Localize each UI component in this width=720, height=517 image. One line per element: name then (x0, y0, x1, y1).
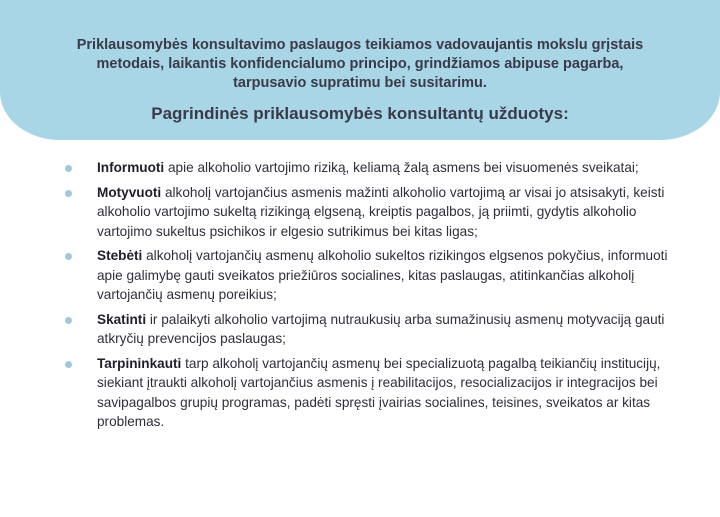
section-heading: Pagrindinės priklausomybės konsultantų užduotys: (151, 104, 569, 123)
task-text: alkoholį vartojančius asmenis mažinti alkoholio vartojimą ar visai jo atsisakyti, keisti alkoholio vartojimo sukeltą rizikingą elgseną, kreiptis pagalbos, ją priimti, gydytis alkoholio vartojimo sukeltus psichikos ir elgesio sutrikimus bei kitas ligas; (97, 184, 665, 239)
task-list (0, 158, 720, 437)
list-item (0, 246, 720, 305)
task-verb: Skatinti (97, 311, 147, 327)
task-verb: Motyvuoti (97, 184, 162, 200)
list-item (0, 354, 720, 432)
intro-text: Priklausomybės konsultavimo paslaugos teikiamos vadovaujantis mokslu grįstais metodais, laikantis konfidencialumo principo, grindžiamos abipuse pagarba, tarpusavio supratimu bei susitarimu. (76, 37, 644, 91)
task-verb: Stebėti (97, 248, 143, 263)
bullet-icon (65, 361, 72, 368)
list-item (0, 158, 720, 178)
task-text: alkoholį vartojančių asmenų alkoholio sukeltos rizikingos elgsenos pokyčius, informuoti apie galimybę gauti sveikatos priežiūros socialines, kitas paslaugas, atitinkančias alkoholį vartojančių asmenų poreikius; (97, 248, 668, 302)
task-verb: Informuoti (97, 160, 165, 175)
bullet-icon (65, 190, 72, 197)
bullet-icon (65, 253, 72, 260)
task-text: ir palaikyti alkoholio vartojimą nutraukusių arba sumažinusių asmenų motyvaciją gauti atkryčių prevencijos paslaugas; (97, 311, 665, 346)
bullet-icon (65, 165, 72, 172)
bullet-icon (65, 317, 72, 324)
task-text: apie alkoholio vartojimo riziką, keliamą žalą asmens bei visuomenės sveikatai; (167, 160, 639, 175)
task-verb: Tarpininkauti (97, 355, 182, 371)
list-item (0, 183, 720, 242)
list-item (0, 310, 720, 349)
task-text: tarp alkoholį vartojančių asmenų bei specializuotą pagalbą teikiančių institucijų, siekiant įtraukti alkoholį vartojančius asmenis į reabilitacijos, resocializacijos ir integracijos bei savipagalbos grupių programas, padėti spręsti įvairias socialines, teisines, sveikatos ar kitas problemas. (97, 355, 661, 429)
